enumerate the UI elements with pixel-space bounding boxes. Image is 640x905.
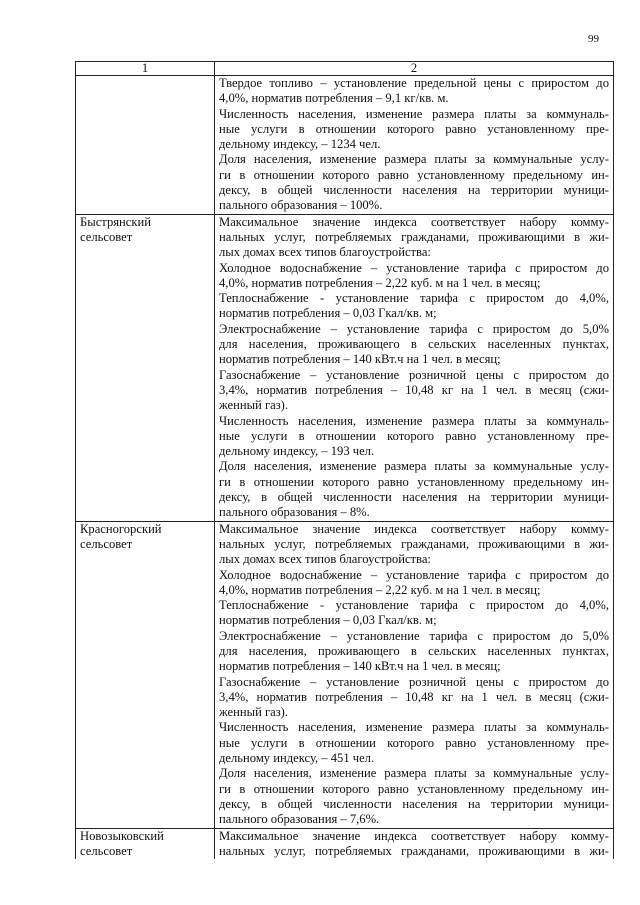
- text-line: нальных услуг, потребляемых гражданами, проживающими в жи-: [219, 536, 609, 551]
- text-line: дексу, в общей численности населения на территории муници-: [219, 183, 609, 198]
- text-line: дексу, в общей численности населения на территории муници-: [219, 796, 609, 811]
- text-line: ги в отношении которого равно установленному предельному ин-: [219, 474, 609, 489]
- text-line: пального образования – 7,6%.: [219, 812, 380, 827]
- table-row: [76, 214, 614, 521]
- page-number: 99: [588, 33, 599, 45]
- municipality-cell: [76, 828, 215, 859]
- text-line: ные услуги в отношении которого равно установленному пре-: [219, 428, 609, 443]
- table-header-row: [76, 62, 614, 76]
- description-cell: [215, 214, 614, 521]
- paragraph: [219, 215, 609, 261]
- text-line: пального образования – 8%.: [219, 505, 370, 520]
- paragraph: [219, 76, 609, 107]
- paragraph: [219, 152, 609, 213]
- paragraph: [219, 459, 609, 520]
- paragraph: [219, 368, 609, 414]
- text-line: нальных услуг, потребляемых гражданами, проживающими в жи-: [219, 229, 609, 244]
- paragraph: [219, 522, 609, 568]
- paragraph: [219, 829, 609, 860]
- text-line: женный газ).: [219, 398, 289, 413]
- text-line: Численность населения, изменение размера платы за коммуналь-: [219, 106, 609, 121]
- municipality-name-line: Новозыковский: [80, 828, 164, 843]
- municipality-cell: [76, 76, 215, 215]
- text-line: лых домах всех типов благоустройства:: [219, 245, 431, 260]
- table-row: [76, 828, 614, 859]
- paragraph: [219, 414, 609, 460]
- text-line: нальных услуг, потребляемых гражданами, проживающими в жи-: [219, 843, 609, 858]
- table-row: [76, 521, 614, 828]
- text-line: 3,4%, норматив потребления – 10,48 кг на 1 чел. в месяц (сжи-: [219, 382, 609, 397]
- text-line: Доля населения, изменение размера платы за коммунальные услу-: [219, 766, 609, 781]
- municipality-name-line: сельсовет: [80, 843, 133, 858]
- table-row: [76, 76, 614, 215]
- text-line: Холодное водоснабжение – установление тарифа с приростом до: [219, 567, 609, 582]
- text-line: 3,4%, норматив потребления – 10,48 кг на 1 чел. в месяц (сжи-: [219, 689, 609, 704]
- text-line: Численность населения, изменение размера платы за коммуналь-: [219, 413, 609, 428]
- text-line: Доля населения, изменение размера платы за коммунальные услу-: [219, 152, 609, 167]
- text-line: женный газ).: [219, 705, 289, 720]
- text-line: Максимальное значение индекса соответствует набору комму-: [219, 214, 609, 229]
- text-line: норматив потребления – 140 кВт.ч на 1 чел. в месяц;: [219, 352, 501, 367]
- paragraph: [219, 107, 609, 153]
- paragraph: [219, 629, 609, 675]
- paragraph: [219, 322, 609, 368]
- text-line: 4,0%, норматив потребления – 2,22 куб. м на 1 чел. в месяц;: [219, 275, 541, 290]
- text-line: дельному индексу, – 193 чел.: [219, 444, 375, 459]
- text-line: Максимальное значение индекса соответствует набору комму-: [219, 828, 609, 843]
- text-line: Теплоснабжение - установление тарифа с приростом до 4,0%,: [219, 598, 609, 613]
- paragraph: [219, 261, 609, 292]
- municipality-cell: [76, 214, 215, 521]
- municipality-name-line: сельсовет: [80, 536, 133, 551]
- municipality-name-line: Красногорский: [80, 521, 162, 536]
- municipality-cell: [76, 521, 215, 828]
- text-line: для населения, проживающего в сельских населенных пунктах,: [219, 337, 609, 352]
- text-line: Численность населения, изменение размера платы за коммуналь-: [219, 720, 609, 735]
- text-line: ги в отношении которого равно установленному предельному ин-: [219, 167, 609, 182]
- paragraph: [219, 598, 609, 629]
- text-line: пального образования – 100%.: [219, 198, 383, 213]
- text-line: Электроснабжение – установление тарифа с приростом до 5,0%: [219, 628, 609, 643]
- paragraph: [219, 568, 609, 599]
- text-line: Электроснабжение – установление тарифа с приростом до 5,0%: [219, 321, 609, 336]
- text-line: Максимальное значение индекса соответствует набору комму-: [219, 521, 609, 536]
- text-line: Холодное водоснабжение – установление тарифа с приростом до: [219, 260, 609, 275]
- text-line: Газоснабжение – установление розничной цены с приростом до: [219, 674, 609, 689]
- text-line: Твердое топливо – установление предельной цены с приростом до: [219, 76, 609, 90]
- paragraph: [219, 675, 609, 721]
- text-line: Газоснабжение – установление розничной цены с приростом до: [219, 367, 609, 382]
- text-line: норматив потребления – 0,03 Гкал/кв. м;: [219, 306, 437, 321]
- description-cell: [215, 521, 614, 828]
- text-line: дельному индексу, – 451 чел.: [219, 751, 375, 766]
- text-line: 4,0%, норматив потребления – 2,22 куб. м на 1 чел. в месяц;: [219, 582, 541, 597]
- description-cell: [215, 76, 614, 215]
- municipality-name-line: сельсовет: [80, 229, 133, 244]
- text-line: ные услуги в отношении которого равно установленному пре-: [219, 735, 609, 750]
- column-header-2: 2: [215, 62, 614, 76]
- text-line: Теплоснабжение - установление тарифа с приростом до 4,0%,: [219, 291, 609, 306]
- paragraph: [219, 720, 609, 766]
- text-line: 4,0%, норматив потребления – 9,1 кг/кв. м.: [219, 91, 449, 106]
- text-line: лых домах всех типов благоустройства:: [219, 552, 431, 567]
- municipality-name-line: Быстрянский: [80, 214, 151, 229]
- paragraph: [219, 766, 609, 827]
- text-line: ги в отношении которого равно установленному предельному ин-: [219, 781, 609, 796]
- column-header-1: 1: [76, 62, 215, 76]
- text-line: дексу, в общей численности населения на территории муници-: [219, 490, 609, 505]
- text-line: Доля населения, изменение размера платы за коммунальные услу-: [219, 459, 609, 474]
- document-table: [75, 61, 614, 859]
- text-line: ные услуги в отношении которого равно установленному пре-: [219, 121, 609, 136]
- text-line: дельному индексу, – 1234 чел.: [219, 137, 381, 152]
- text-line: норматив потребления – 140 кВт.ч на 1 чел. в месяц;: [219, 659, 501, 674]
- text-line: для населения, проживающего в сельских населенных пунктах,: [219, 643, 609, 658]
- description-cell: [215, 828, 614, 859]
- paragraph: [219, 291, 609, 322]
- text-line: норматив потребления – 0,03 Гкал/кв. м;: [219, 613, 437, 628]
